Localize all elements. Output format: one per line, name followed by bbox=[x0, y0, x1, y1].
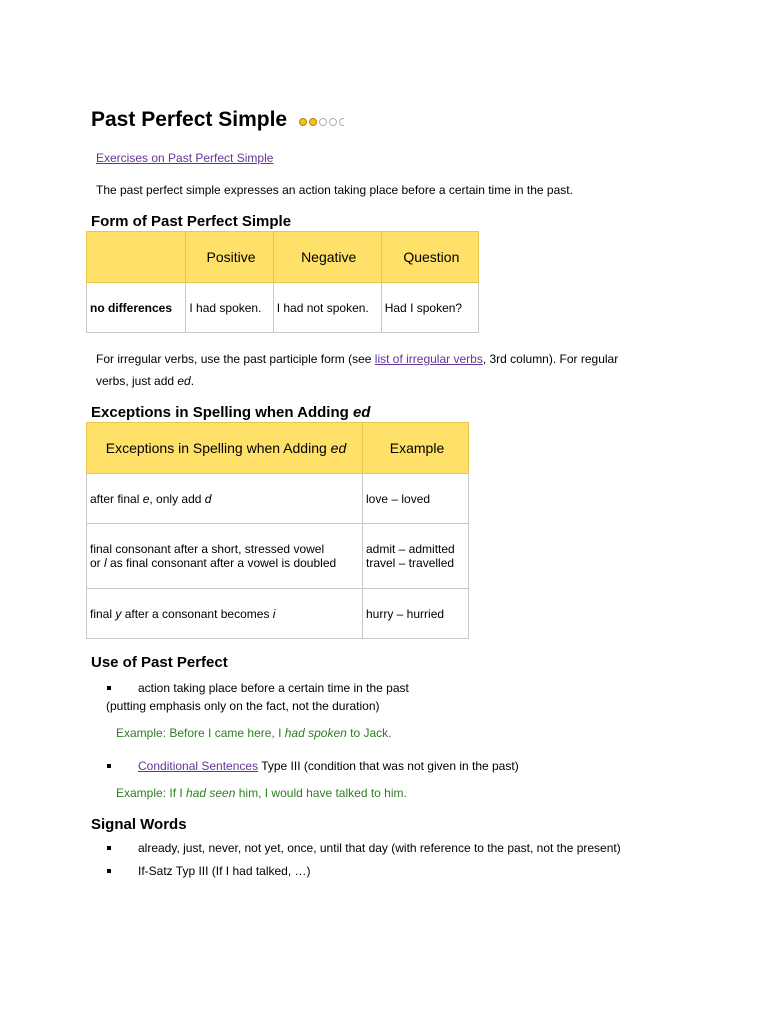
irregular-verbs-link[interactable]: list of irregular verbs bbox=[374, 352, 483, 366]
form-row-positive: I had spoken. bbox=[186, 283, 273, 333]
rule-text: final consonant after a short, stressed vowel bbox=[90, 542, 325, 556]
spelling-heading-italic: ed bbox=[352, 404, 371, 421]
spelling-rule-cell bbox=[87, 474, 363, 524]
note-line2-prefix: verbs, just add bbox=[96, 374, 178, 388]
use-item-2 bbox=[138, 759, 519, 773]
rule-italic: y bbox=[115, 606, 122, 621]
rule-italic: l bbox=[104, 556, 107, 570]
difficulty-rating bbox=[299, 108, 346, 132]
exercises-link-row bbox=[96, 151, 273, 165]
form-row-negative: I had not spoken. bbox=[273, 283, 381, 333]
example-text: admit – admitted bbox=[366, 542, 455, 556]
page-title bbox=[91, 108, 346, 132]
spelling-table-row bbox=[87, 589, 469, 639]
example-italic: had seen bbox=[186, 786, 236, 800]
irregular-verbs-note bbox=[96, 348, 666, 392]
bullet-icon bbox=[107, 869, 111, 873]
example-italic: had spoken bbox=[284, 726, 347, 740]
note-text-after: , 3rd column). For regular bbox=[482, 352, 619, 366]
page-title-text: Past Perfect Simple bbox=[91, 108, 288, 131]
spelling-rule-cell bbox=[87, 524, 363, 589]
use-heading: Use of Past Perfect bbox=[91, 654, 228, 671]
example-text: to Jack. bbox=[346, 726, 392, 740]
rule-text: as final consonant after a vowel is doubled bbox=[106, 556, 337, 570]
use-item-2-text: Type III (condition that was not given in the past) bbox=[258, 759, 519, 773]
spelling-example-cell bbox=[363, 524, 469, 589]
spelling-rule-cell bbox=[87, 589, 363, 639]
bullet-icon bbox=[107, 764, 111, 768]
difficulty-dot-filled-icon bbox=[299, 118, 307, 126]
rule-italic: i bbox=[272, 606, 276, 621]
use-example-1 bbox=[116, 726, 392, 740]
signal-item-2: If-Satz Typ III (If I had talked, …) bbox=[138, 864, 311, 878]
signal-heading: Signal Words bbox=[91, 816, 187, 833]
spelling-heading-prefix: Exceptions in Spelling when Adding bbox=[91, 404, 353, 421]
intro-text: The past perfect simple expresses an action taking place before a certain time in the past. bbox=[96, 183, 573, 197]
spelling-col1-prefix: Exceptions in Spelling when Adding bbox=[105, 440, 331, 456]
difficulty-dot-filled-icon bbox=[309, 118, 317, 126]
form-table-header-empty bbox=[87, 232, 186, 283]
exercises-link[interactable]: Exercises on Past Perfect Simple bbox=[96, 151, 274, 165]
form-row-question: Had I spoken? bbox=[381, 283, 478, 333]
rule-text: after final bbox=[90, 491, 143, 506]
spelling-table bbox=[86, 422, 469, 639]
form-table-header-row bbox=[87, 232, 479, 283]
spelling-col1-italic: ed bbox=[330, 440, 347, 456]
spelling-table-header-row bbox=[87, 423, 469, 474]
spelling-table-header-rule bbox=[87, 423, 363, 474]
use-item-1-line2: (putting emphasis only on the fact, not the duration) bbox=[106, 699, 380, 713]
rule-text: after a consonant becomes bbox=[121, 606, 273, 621]
form-table-header-negative: Negative bbox=[273, 232, 381, 283]
form-table-row bbox=[87, 283, 479, 333]
example-text: Example: Before I came here, I bbox=[116, 726, 285, 740]
spelling-table-row bbox=[87, 474, 469, 524]
bullet-icon bbox=[107, 846, 111, 850]
bullet-icon bbox=[107, 686, 111, 690]
difficulty-dot-empty-icon bbox=[329, 118, 337, 126]
conditional-sentences-link[interactable]: Conditional Sentences bbox=[138, 759, 259, 773]
use-item-1-line1: action taking place before a certain time in the past bbox=[138, 681, 409, 695]
form-heading: Form of Past Perfect Simple bbox=[91, 213, 292, 230]
example-text: Example: If I bbox=[116, 786, 187, 800]
difficulty-dot-empty-icon bbox=[319, 118, 327, 126]
form-row-label: no differences bbox=[87, 283, 186, 333]
note-text-before: For irregular verbs, use the past participle form (see bbox=[96, 352, 375, 366]
form-table-header-question: Question bbox=[381, 232, 478, 283]
rule-italic: e bbox=[142, 491, 150, 506]
note-line2-italic: ed bbox=[177, 374, 191, 388]
form-table-header-positive: Positive bbox=[186, 232, 273, 283]
spelling-table-row bbox=[87, 524, 469, 589]
difficulty-dot-empty-icon bbox=[339, 118, 344, 126]
spelling-example-cell: love – loved bbox=[363, 474, 469, 524]
spelling-table-header-example: Example bbox=[363, 423, 469, 474]
example-text: travel – travelled bbox=[366, 556, 455, 570]
spelling-example-cell: hurry – hurried bbox=[363, 589, 469, 639]
spelling-heading bbox=[91, 404, 370, 421]
use-example-2 bbox=[116, 786, 407, 800]
rule-italic: d bbox=[204, 491, 212, 506]
form-table bbox=[86, 231, 479, 333]
example-text: him, I would have talked to him. bbox=[235, 786, 407, 800]
rule-text: final bbox=[90, 606, 116, 621]
rule-text: , only add bbox=[149, 491, 205, 506]
signal-item-1: already, just, never, not yet, once, until that day (with reference to the past, not the present) bbox=[138, 841, 621, 855]
note-line2-suffix: . bbox=[190, 374, 195, 388]
rule-text: or bbox=[90, 556, 105, 570]
